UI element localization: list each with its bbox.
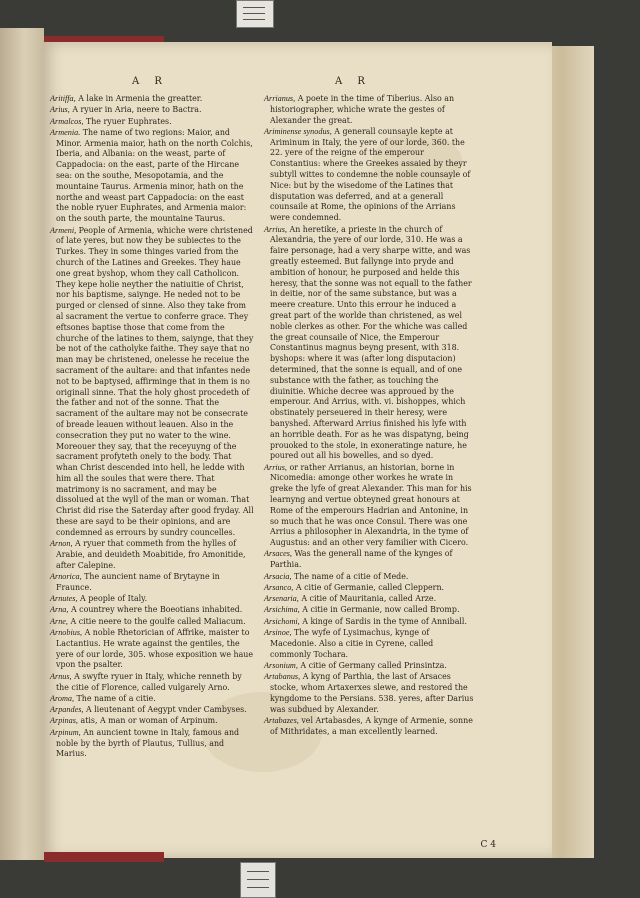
running-head-left: A R [132,76,168,87]
entry-definition: A citie of Mauritania, called Arze. [301,594,437,604]
dictionary-entry [50,128,255,225]
entry-headword: Armenia. [50,127,81,137]
entry-headword: Arsanco, [264,582,294,592]
signature-mark: C 4 [480,840,496,850]
entry-headword: Arrianus, [264,94,296,103]
entry-definition: A kinge of Sardis in the tyme of Anniball. [302,616,467,626]
entry-headword: Aroma, [50,693,75,703]
entry-headword: Artabanus, [264,672,301,682]
entry-headword: Arpinum, [50,727,81,737]
running-head [42,76,552,90]
entry-definition: A people of Italy. [80,594,148,604]
entry-definition: The name of two regions: Maior, and Minor. Armenia maior, hath on the north Colchis, Iberia, and Albania: on the weast, parte of Cappadocia: on the east, parte of the Hircane sea: on the southe, Mesopotamia, and the mountaine Taurus. Armenia minor, hath on the northe and weast part Cappadocia: on the east the noble ryuer Euphrates, and Armenia maior: on the south parte, the mountaine Taurus. [56,127,253,224]
dictionary-entry [50,628,255,671]
right-column [264,94,474,738]
entry-headword: Arnutes, [50,594,78,604]
entry-definition: The auncient name of Brytayne in Fraunce. [56,572,220,592]
dictionary-entry [50,617,255,628]
dictionary-entry [264,594,474,605]
dictionary-entry [50,94,255,105]
dictionary-entry [264,583,474,594]
entry-definition: A poete in the time of Tiberius. Also an historiographer, whiche wrate the gestes of Alexander the great. [270,94,455,125]
entry-headword: Arpandes, [50,705,84,715]
entry-definition: vel Artabasdes, A kynge of Armenie, sonne of Mithridates, a man excellently learned. [270,715,473,736]
dictionary-entry [50,605,255,616]
entry-definition: A countrey where the Boeotians inhabited. [70,605,243,615]
entry-definition: A citie of Germany called Prinsintza. [300,660,447,670]
entry-definition: A citie of Germanie, called Cleppern. [295,582,445,592]
dictionary-entry [264,549,474,571]
entry-headword: Arnus, [50,671,72,681]
entry-definition: The name of a citie. [76,693,156,703]
left-page-edge [0,28,44,860]
entry-headword: Arrius, [264,462,287,472]
dictionary-entry [264,628,474,660]
dictionary-entry [50,105,255,116]
entry-definition: A lieutenant of Aegypt vnder Cambyses. [85,705,247,715]
entry-headword: Arsinoe, [264,628,292,638]
entry-headword: Armeni, [50,225,77,235]
dictionary-entry [50,539,255,571]
dictionary-entry [264,605,474,616]
entry-definition: A ryuer in Aria, neere to Bactra. [72,105,202,115]
entry-definition: People of Armenia, whiche were christened of late yeres, but now they be subiectes to the Turkes. They in some thinges varied from the church of the Latines and Greekes. They haue one great byshop, whom they call Catholicon. They kepe holie neyther the natiuitie of Christ, nor his baptisme, saiynge. He neded not to be purged or clensed of sinne. Also they take from al sacrament the vertue to conferre grace. They eftsones baptise those that come from the churche of the latines to them, saiynge, that they be not of the catholyke faithe. They saye that no man may be christened, onelesse he receiue the sacrament of the aultare: and that infantes nede not to be baptysed, affirminge that in them is no originall sinne. That the holy ghost procedeth of the father and not of the sonne. That the sacrament of the aultare may not be consecrate of breade leauen without leauen. Also in the consecration they put no water to the wine. Moreouer they say, that the receyuyng of the sacrament profyteth onely to the body. That whan Christ descended into hell, he ledde with him all the soules that were there. That matrimony is no sacrament, and may be dissolued at the wyll of the man or woman. That Christ did rise the Saterday after good fryday. All these are sayd to be their opinions, and are condemned as errours by sundry councelles. [56,225,254,537]
dictionary-entry [264,672,474,715]
entry-headword: Arnon, [50,539,73,549]
entry-headword: Aritiffa, [50,94,76,103]
entry-headword: Arsichima, [264,605,300,615]
entry-headword: Ariminense synodus, [264,126,332,136]
dictionary-entry [50,117,255,128]
entry-definition: A citie in Germanie, now called Bromp. [302,605,460,615]
entry-headword: Arsaces, [264,549,292,559]
entry-definition: An auncient towne in Italy, famous and noble by the byrth of Plautus, Tullius, and Marius. [56,727,240,759]
entry-definition: A citie neere to the goulfe called Maliacum. [70,616,246,626]
dictionary-entry [264,127,474,224]
entry-definition: A kyng of Parthia, the last of Arsaces stocke, whom Artaxerxes slewe, and restored the kyngdome to the Persians. 538. yeres, after Darius was subdued by Alexander. [270,672,474,714]
dictionary-entry [50,226,255,539]
dictionary-entry [50,716,255,727]
entry-definition: A swyfte ryuer in Italy, whiche renneth by the citie of Florence, called vulgarely Arno. [56,671,242,692]
scale-ruler-bottom [240,862,276,898]
dictionary-entry [50,572,255,594]
entry-definition: A generall counsayle kepte at Ariminum in Italy, the yere of our lorde, 360. the 22. yere of the reigne of the emperour Constantius: where the Greekes assaied by theyr subtyll wittes to condemne the noble counsayle of Nice: but by the wisedome of the Latines that disputation was deferred, and at a generall counsaile at Rome, the opinions of the Arrians were condemned. [270,126,471,223]
dictionary-entry [50,694,255,705]
entry-definition: atis, A man or woman of Arpinum. [80,716,218,726]
dictionary-entry [264,572,474,583]
scale-ruler-top [236,0,274,28]
entry-definition: A lake in Armenia the greatter. [78,94,203,103]
entry-headword: Armalcos, [50,116,84,126]
dictionary-entry [50,594,255,605]
dictionary-entry [264,225,474,463]
entry-headword: Arsonium, [264,660,298,670]
entry-headword: Arsichomi, [264,616,300,626]
entry-definition: Was the generall name of the kynges of Parthia. [270,549,453,570]
dictionary-entry [50,705,255,716]
entry-headword: Arnobius, [50,628,83,638]
book-page [42,42,552,858]
entry-headword: Arne, [50,616,68,626]
entry-definition: The name of a citie of Mede. [294,571,409,581]
dictionary-entry [264,661,474,672]
entry-definition: The wyfe of Lysimachus, kynge of Macedonie. Also a citie in Cyrene, called commonly Tochara. [270,628,434,659]
entry-headword: Arsacia, [264,571,292,581]
entry-definition: The ryuer Euphrates. [85,116,172,126]
entry-definition: A ryuer that commeth from the hylles of Arabie, and deuideth Moabitide, fro Amonitide, after Calepine. [56,539,246,570]
left-column [50,94,255,761]
entry-definition: A noble Rhetorician of Affrike, maister to Lactantius. He wrate against the gentiles, the yere of our lorde, 305. whose exposition we haue vpon the psalter. [56,628,254,670]
entry-definition: or rather Arrianus, an historian, borne in Nicomedia: amonge other workes he wrate in greke the lyfe of great Alexander. This man for his learnyng and vertue obteyned great honours at Rome of the emperours Hadrian and Antonine, in so much that he was once Consul. There was one Arrius a philosopher in Alexandria, in the tyme of Augustus: and an other very familier with Cicero. [270,462,472,548]
red-binding-strip-bottom [44,852,164,862]
dictionary-entry [50,728,255,760]
dictionary-entry [264,94,474,126]
dictionary-entry [264,463,474,549]
dictionary-entry [264,716,474,738]
entry-headword: Arna, [50,605,69,615]
entry-headword: Artabazes, [264,715,299,725]
entry-headword: Arnorica, [50,572,82,582]
entry-headword: Arsenaria, [264,594,299,604]
dictionary-entry [264,617,474,628]
entry-headword: Arrius, [264,224,287,234]
entry-headword: Arius, [50,105,70,115]
entry-definition: An heretike, a prieste in the church of Alexandria, the yere of our lorde, 310. He was a faire personage, had a very sharpe witte, and was greatly esteemed. But fallynge into pryde and ambition of honour, he purposed and helde this heresy, that the sonne was not equall to the father in deitie, nor of the same substance, but was a meere creature. Unto this errour he induced a great part of the worlde than christened, as wel noble clerkes as other. For the whiche was called the great counsaile of Nice, the Emperour Constantinus magnus beyng present, with 318. byshops: where it was (after long disputacion) determined, that the sonne is equall, and of one substance with the father, as touching the diuinitie. Whiche decree was approued by the emperour. And Arrius, with. vi. bishoppes, which obstinately perseuered in their heresy, were banyshed. Afterward Arrius finished his lyfe with an horrible death. For as he was dispatyng, being prouoked to the stole, in exoneratinge nature, he poured out all his bowelles, and so dyed. [270,224,472,461]
running-head-right: A R [335,76,371,87]
entry-headword: Arpinas, [50,716,78,726]
dictionary-entry [50,672,255,694]
